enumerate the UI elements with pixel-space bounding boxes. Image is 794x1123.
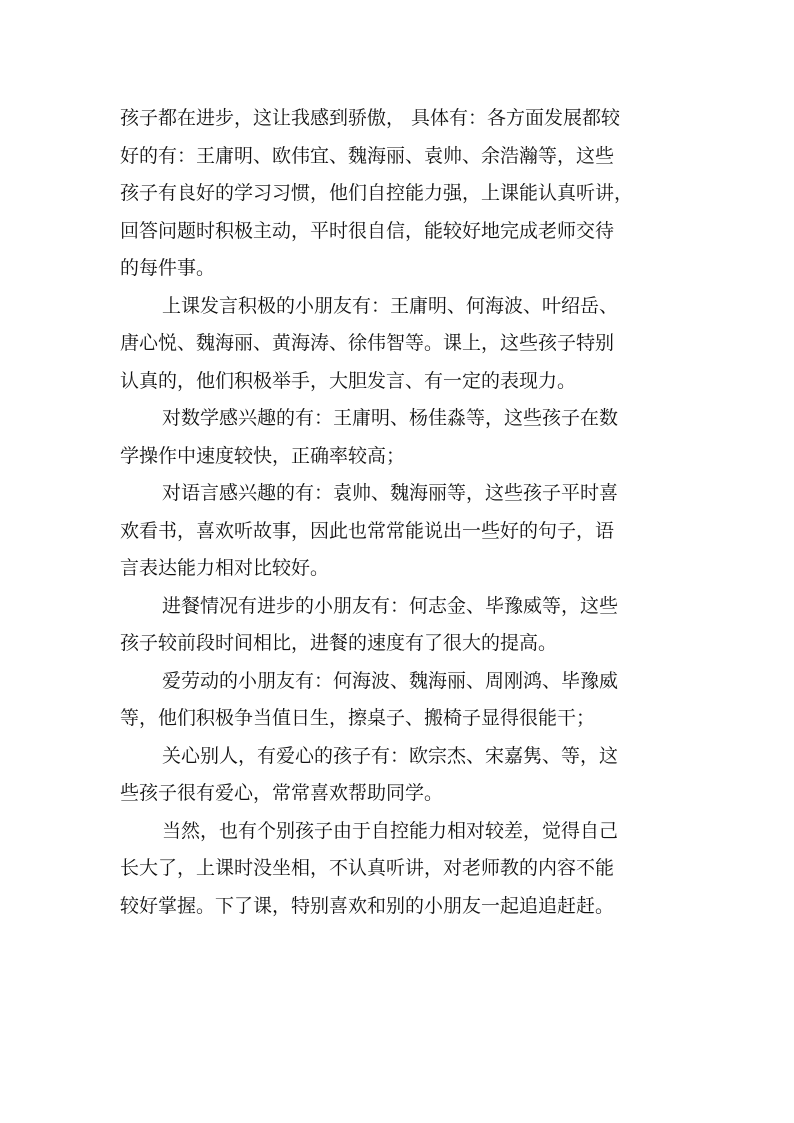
text-line: 等，他们积极争当值日生，擦桌子、搬椅子显得很能干； xyxy=(120,707,596,729)
paragraph-start-line: 上课发言积极的小朋友有：王庸明、何海波、叶绍岳、 xyxy=(162,294,619,317)
text-line: 孩子较前段时间相比，进餐的速度有了很大的提高。 xyxy=(120,632,558,654)
text-line: 学操作中速度较快，正确率较高； xyxy=(120,444,406,467)
text-line: 言表达能力相对比较好。 xyxy=(120,557,330,579)
body-text xyxy=(120,100,680,925)
text-line: 孩子有良好的学习习惯，他们自控能力强，上课能认真听讲， xyxy=(120,182,634,204)
paragraph-start-line: 关心别人，有爱心的孩子有：欧宗杰、宋嘉隽、等，这 xyxy=(162,744,619,767)
text-line: 长大了，上课时没坐相，不认真听讲，对老师教的内容不能 xyxy=(120,857,615,879)
text-line: 欢看书，喜欢听故事，因此也常常能说出一些好的句子，语 xyxy=(120,519,615,542)
text-line: 好的有：王庸明、欧伟宜、魏海丽、袁帅、余浩瀚等，这些 xyxy=(120,144,615,167)
text-line: 些孩子很有爱心，常常喜欢帮助同学。 xyxy=(120,782,444,804)
text-line: 的每件事。 xyxy=(120,257,216,279)
paragraph-start-line: 当然，也有个别孩子由于自控能力相对较差，觉得自己 xyxy=(162,819,619,842)
paragraph-start-line: 进餐情况有进步的小朋友有：何志金、毕豫威等，这些 xyxy=(162,594,619,617)
paragraph-start-line: 爱劳动的小朋友有：何海波、魏海丽、周刚鸿、毕豫威 xyxy=(162,669,619,692)
paragraph-start-line: 对语言感兴趣的有：袁帅、魏海丽等，这些孩子平时喜 xyxy=(162,482,619,504)
text-line: 回答问题时积极主动，平时很自信，能较好地完成老师交待 xyxy=(120,219,615,242)
text-line: 认真的，他们积极举手，大胆发言、有一定的表现力。 xyxy=(120,369,577,392)
text-line: 较好掌握。下了课，特别喜欢和别的小朋友一起追追赶赶。 xyxy=(120,894,615,917)
text-line: 唐心悦、魏海丽、黄海涛、徐伟智等。课上，这些孩子特别 xyxy=(120,332,615,354)
paragraph-start-line: 对数学感兴趣的有：王庸明、杨佳淼等，这些孩子在数 xyxy=(162,407,619,429)
text-line: 孩子都在进步，这让我感到骄傲， 具体有：各方面发展都较 xyxy=(120,107,621,129)
